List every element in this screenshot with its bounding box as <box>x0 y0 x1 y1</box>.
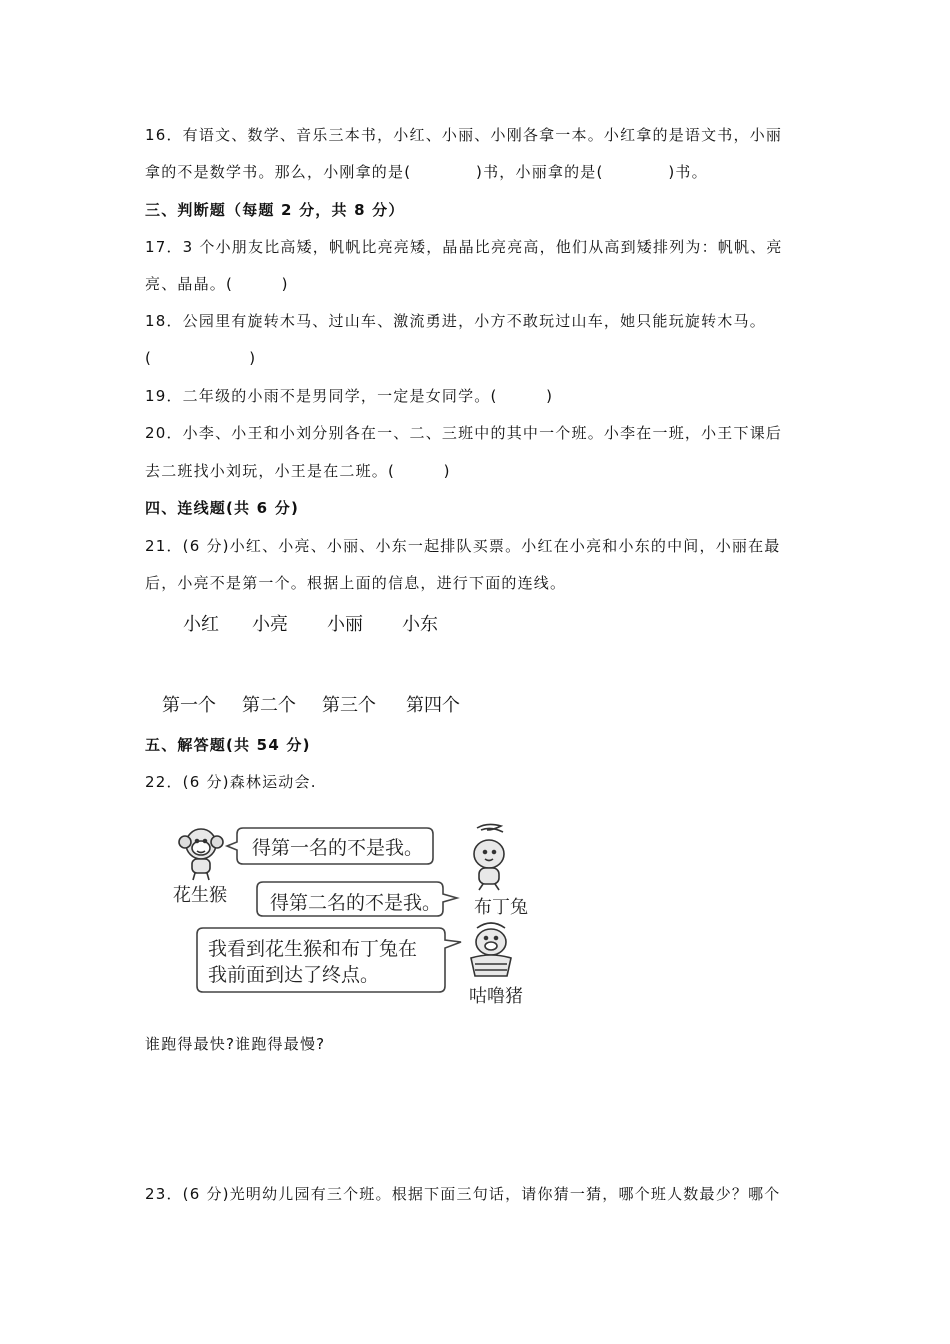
pig-name: 咕噜猪 <box>469 986 523 1007</box>
bubble2-text: 得第二名的不是我。 <box>270 892 442 914</box>
q18-line1: 18．公园里有旋转木马、过山车、激流勇进，小方不敢玩过山车，她只能玩旋转木马。 <box>145 312 766 330</box>
rabbit-name: 布丁兔 <box>474 897 528 918</box>
q20-line1: 20．小李、小王和小刘分别各在一、二、三班中的其中一个班。小李在一班，小王下课后 <box>145 424 783 442</box>
q16-line2: 拿的不是数学书。那么，小刚拿的是( )书，小丽拿的是( )书。 <box>145 163 708 181</box>
q17-line2: 亮、晶晶。( ) <box>145 275 289 293</box>
section5-title: 五、解答题(共 54 分) <box>145 736 311 754</box>
q19-line1: 19．二年级的小雨不是男同学，一定是女同学。( ) <box>145 387 554 405</box>
monkey-icon <box>179 829 223 880</box>
q21-name-3[interactable]: 小丽 <box>327 614 363 635</box>
pig-icon <box>471 923 511 976</box>
rabbit-icon <box>474 824 504 890</box>
q22-question: 谁跑得最快?谁跑得最慢? <box>145 1035 326 1053</box>
q21-position-1[interactable]: 第一个 <box>162 695 216 716</box>
q20-line2: 去二班找小刘玩，小王是在二班。( ) <box>145 462 451 480</box>
q23-line1: 23．(6 分)光明幼儿园有三个班。根据下面三句话，请你猜一猜，哪个班人数最少？哪个 <box>145 1185 781 1203</box>
q21-line2: 后，小亮不是第一个。根据上面的信息，进行下面的连线。 <box>145 574 567 592</box>
q21-name-4[interactable]: 小东 <box>402 614 438 635</box>
q21-line1: 21．(6 分)小红、小亮、小丽、小东一起排队买票。小红在小亮和小东的中间，小丽在最 <box>145 537 781 555</box>
q16-line1: 16．有语文、数学、音乐三本书，小红、小丽、小刚各拿一本。小红拿的是语文书，小丽 <box>145 126 783 144</box>
q18-line2: ( ) <box>145 349 257 367</box>
q21-name-1[interactable]: 小红 <box>183 614 219 635</box>
q21-position-3[interactable]: 第三个 <box>322 695 376 716</box>
bubble3-text-line1: 我看到花生猴和布丁兔在 <box>208 938 418 960</box>
q17-line1: 17．3 个小朋友比高矮，帆帆比亮亮矮，晶晶比亮亮高，他们从高到矮排列为：帆帆、亮 <box>145 238 783 256</box>
q21-position-4[interactable]: 第四个 <box>406 695 460 716</box>
bubble1-text: 得第一名的不是我。 <box>252 837 424 859</box>
q21-position-2[interactable]: 第二个 <box>242 695 296 716</box>
monkey-name: 花生猴 <box>173 885 227 906</box>
bubble3-text-line2: 我前面到达了终点。 <box>208 964 380 986</box>
q22-line1: 22．(6 分)森林运动会. <box>145 773 317 791</box>
q21-name-2[interactable]: 小亮 <box>252 614 288 635</box>
section3-title: 三、判断题（每题 2 分，共 8 分） <box>145 201 405 219</box>
section4-title: 四、连线题(共 6 分) <box>145 499 299 517</box>
